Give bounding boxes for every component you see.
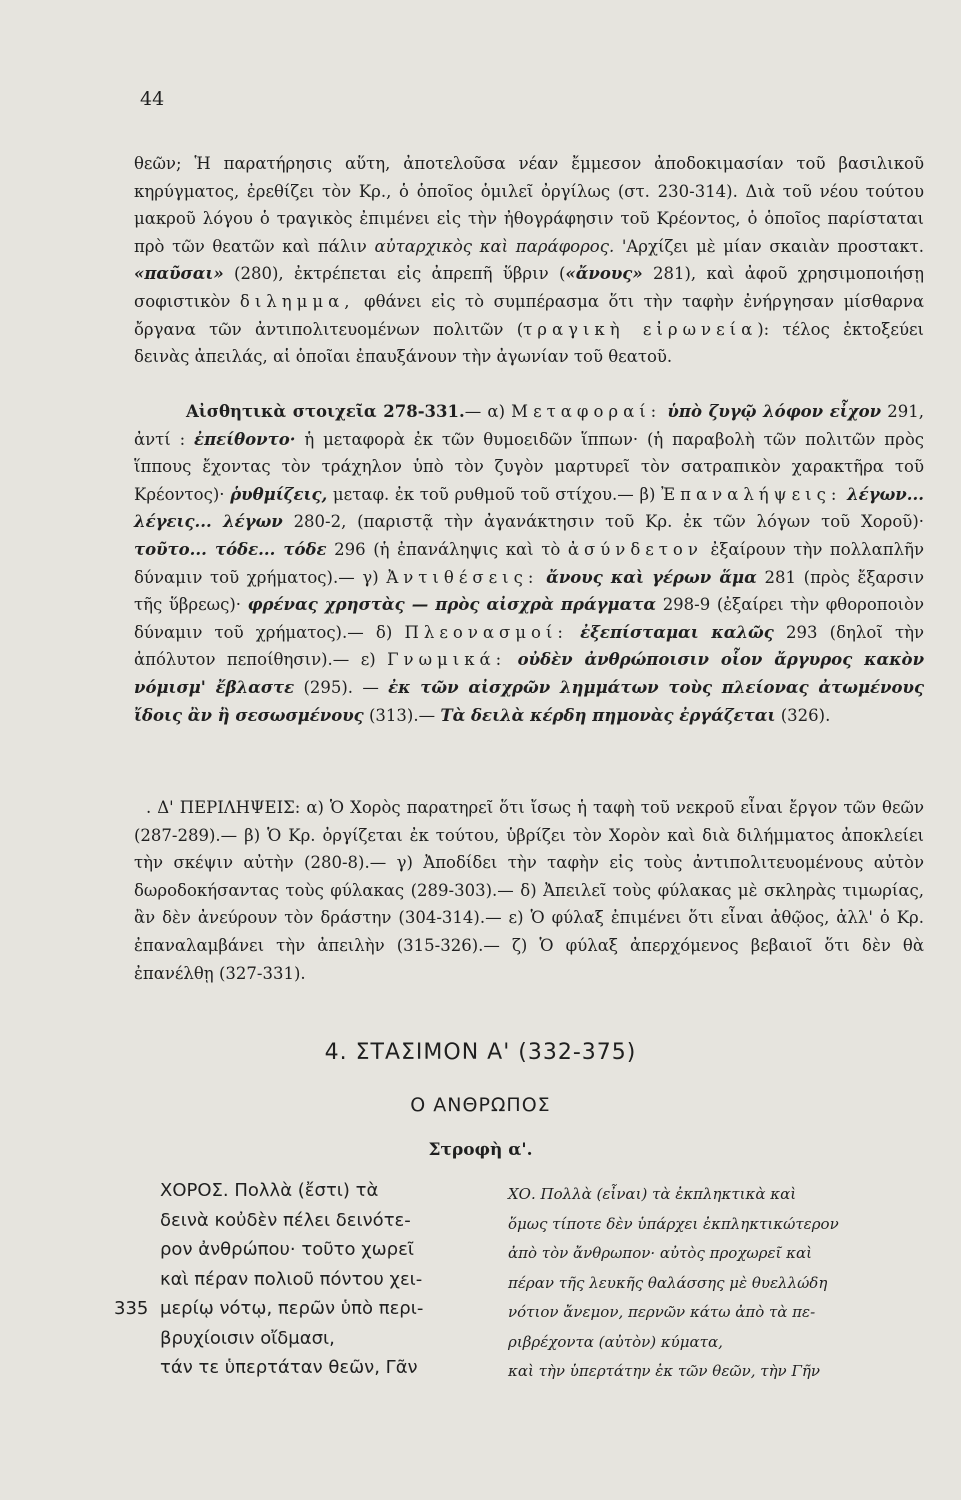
text: 280-2, (παριστᾷ τὴν ἀγανάκτησιν τοῦ Κρ. ἐκ τῶν λόγων τοῦ Χοροῦ)· [293,512,925,532]
text: (295). — [303,677,379,697]
text-bold-italic: «παῦσαι» [134,264,224,284]
text-spaced: ἀσύνδετον [567,539,703,559]
text: (280), ἐκτρέπεται εἰς ἀπρεπῆ ὕβριν ( [234,264,566,284]
translation-line: ἀπὸ τὸν ἄνθρωπον· αὐτὸς προχωρεῖ καὶ [508,1244,813,1262]
text: ἐξαίρουν τὴν πολλαπλῆν δύναμιν τοῦ χρήματος).— γ) [134,539,924,587]
text-bold-italic: ἐξεπίσταμαι καλῶς [580,622,774,642]
line-number: 335 [114,1298,149,1319]
text-bold-italic: οὐδὲν ἀνθρώποισιν οἷον ἄργυρος κακὸν νόμισμ' ἔβλαστε [134,650,925,697]
text: (313).— [368,705,436,725]
greek-line: καὶ πέραν πολιοῦ πόντου χει- [160,1268,423,1290]
text: 296 (ἡ ἐπανάληψις καὶ τὸ [334,539,561,559]
translation-line: ὅμως τίποτε δὲν ὑπάρχει ἐκπληκτικώτερον [508,1214,839,1233]
text-bold-italic: λέγων... λέγεις... λέγων [134,484,924,532]
text: φθάνει εἰς τὸ συμπέρασμα ὅτι τὴν ταφὴν ἐνήργησαν μίσθαρνα ὄργανα τῶν ἀντιπολιτευομένων πολιτῶν ( [134,291,924,339]
paragraph-aesthetic-elements [134,398,924,729]
text: 293 (δηλοῖ τὴν ἀπόλυτον πεποίθησιν).— ε) [134,622,925,670]
text-spaced: Γνωμικά: [387,650,507,670]
translation-column [508,1180,908,1387]
translation-line: νότιον ἄνεμον, περνῶν κάτω ἀπὸ τὰ πε- [508,1303,816,1321]
text-bold-italic: ἐπείθοντο· [194,429,296,449]
translation-line: ΧΟ. Πολλὰ (εἶναι) τὰ ἐκπληκτικὰ καὶ [508,1185,797,1203]
text-spaced: διλημμα, [239,291,355,311]
text-bold-italic: «ἄνους» [565,264,643,284]
page-number: 44 [140,88,165,110]
text-spaced: Πλεονασμοί: [404,622,568,642]
text: θεῶν; Ἡ παρατήρησις αὕτη, ἀποτελοῦσα νέαν ἔμμεσον ἀποδοκιμασίαν τοῦ βασιλικοῦ κηρύγματος, ἐρεθίζει τὸν Κρ., ὁ ὁποῖος ὁμιλεῖ ὀργίλως (στ. 230-314). Διὰ τοῦ νέου τούτου μακροῦ λόγου ὁ τραγικὸς ἐπιμένει εἰς τὴν ἠθογράφησιν τοῦ Κρέοντος, ὁ ὁποῖος παρίσταται πρὸ τῶν θεατῶν καὶ πάλιν [134,154,924,256]
paragraph-analysis [134,150,924,371]
text: ἡ μεταφορὰ ἐκ τῶν θυμοειδῶν ἵππων· (ἡ παραβολὴ τῶν πολιτῶν πρὸς ἵππους ἔχοντας τὸν τράχηλον ὑπὸ τὸν ζυγὸν μαρτυρεῖ τὸν σατραπικὸν χαρακτῆρα τοῦ Κρέοντος)· [134,429,924,504]
greek-line: δεινὰ κοὐδὲν πέλει δεινότε- [160,1209,411,1231]
text-spaced: Μεταφοραί: [511,402,662,421]
summaries-heading: . Δ' ΠΕΡΙΛΗΨΕΙΣ: [146,798,301,817]
text-spaced: Ἀντιθέσεις: [386,567,539,587]
text: 'Αρχίζει μὲ μίαν σκαιὰν προστακτ. [621,236,925,256]
translation-line: ριβρέχοντα (αὐτὸν) κύματα, [508,1332,723,1351]
paragraph-summaries [134,794,924,987]
text: — α) [464,402,505,421]
strophe-heading: Στροφὴ α'. [428,1140,533,1160]
text-bold-italic: ῥυθμίζεις, [230,484,328,504]
text: α) Ὁ Χορὸς παρατηρεῖ ὅτι ἴσως ἡ ταφὴ τοῦ νεκροῦ εἶναι ἔργον τῶν θεῶν (287-289).— β) Ὁ Κρ. ὀργίζεται ἐκ τούτου, ὑβρίζει τὸν Χορὸν καὶ διὰ διλήμματος ἀποκλείει τὴν σκέψιν αὐτὴν (280-8).— γ) Ἀποδίδει τὴν ταφὴν εἰς τοὺς ἀντιπολιτευομένους αὐτὸν δωροδοκήσαντας τοὺς φύλακας (289-303).— δ) Ἀπειλεῖ τοὺς φύλακας μὲ σκληρὰς τιμωρίας, ἂν δὲν ἀνεύρουν τὸν δράστην (304-314).— ε) Ὁ φύλαξ ἐπιμένει ὅτι εἶναι ἀθῷος, ἀλλ' ὁ Κρ. ἐπαναλαμβάνει τὴν ἀπειλὴν (315-326).— ζ) Ὁ φύλαξ ἀπερχόμενος βεβαιοῖ ὅτι δὲν θὰ ἐπανέλθῃ (327-331). [134,798,924,983]
greek-line: τάν τε ὑπερτάταν θεῶν, Γᾶν [160,1357,418,1378]
text: 281 (πρὸς ἔξαρσιν τῆς ὕβρεως)· [134,567,925,615]
greek-line: ΧΟΡΟΣ. Πολλὰ (ἔστι) τὰ [160,1180,379,1201]
text-bold-italic: ἄνους καὶ γέρων ἅμα [546,567,757,587]
text-spaced: Ἐπαναλήψεις: [661,484,842,504]
section-subtitle: Ο ΑΝΘΡΩΠΟΣ [410,1094,551,1116]
greek-line: βρυχίοισιν οἴδμασι, [160,1327,335,1349]
text-bold-italic: Τὰ δειλὰ κέρδη πημονὰς ἐργάζεται [440,705,776,725]
greek-line: ρον ἀνθρώπου· τοῦτο χωρεῖ [160,1239,414,1260]
text: (326). [780,705,831,725]
section-title: 4. ΣΤΑΣΙΜΟΝ Α' (332-375) [324,1040,637,1065]
text-italic: αὐταρχικὸς καὶ παράφορος. [374,236,615,256]
text-spaced: τραγικὴ εἰρωνεία [523,319,758,339]
text-bold-italic: τοῦτο... τόδε... τόδε [134,539,327,559]
greek-text-column [114,1176,490,1383]
text-bold-italic: φρένας χρηστὰς — πρὸς αἰσχρὰ πράγματα [247,595,657,615]
text-bold-italic: ἐκ τῶν αἰσχρῶν λημμάτων τοὺς πλείονας ἀτωμένους ἴδοις ἂν ἢ σεσωσμένους [134,677,925,725]
greek-line-numbered [114,1294,490,1324]
text: μεταφ. ἐκ τοῦ ρυθμοῦ τοῦ στίχου.— β) [332,484,656,504]
translation-line: καὶ τὴν ὑπερτάτην ἐκ τῶν θεῶν, τὴν Γῆν [508,1362,820,1380]
text: 291, ἀντί : [134,402,924,449]
text: ): τέλος ἐκτοξεύει δεινὰς ἀπειλάς, αἱ ὁποῖαι ἐπαυξάνουν τὴν ἀγωνίαν τοῦ θεατοῦ. [134,319,924,367]
text: 298-9 (ἐξαίρει τὴν φθοροποιὸν δύναμιν τοῦ χρήματος).— δ) [134,595,924,642]
translation-line: πέραν τῆς λευκῆς θαλάσσης μὲ θυελλώδη [508,1273,828,1292]
text: 281), καὶ ἀφοῦ χρησιμοποιήσῃ σοφιστικὸν [134,264,924,311]
greek-line: μερίῳ νότῳ, περῶν ὑπὸ περι- [160,1298,424,1319]
text-bold-italic: ὑπὸ ζυγῷ λόφον εἶχον [667,402,882,421]
section-heading: Αἰσθητικὰ στοιχεῖα 278-331. [186,402,465,421]
